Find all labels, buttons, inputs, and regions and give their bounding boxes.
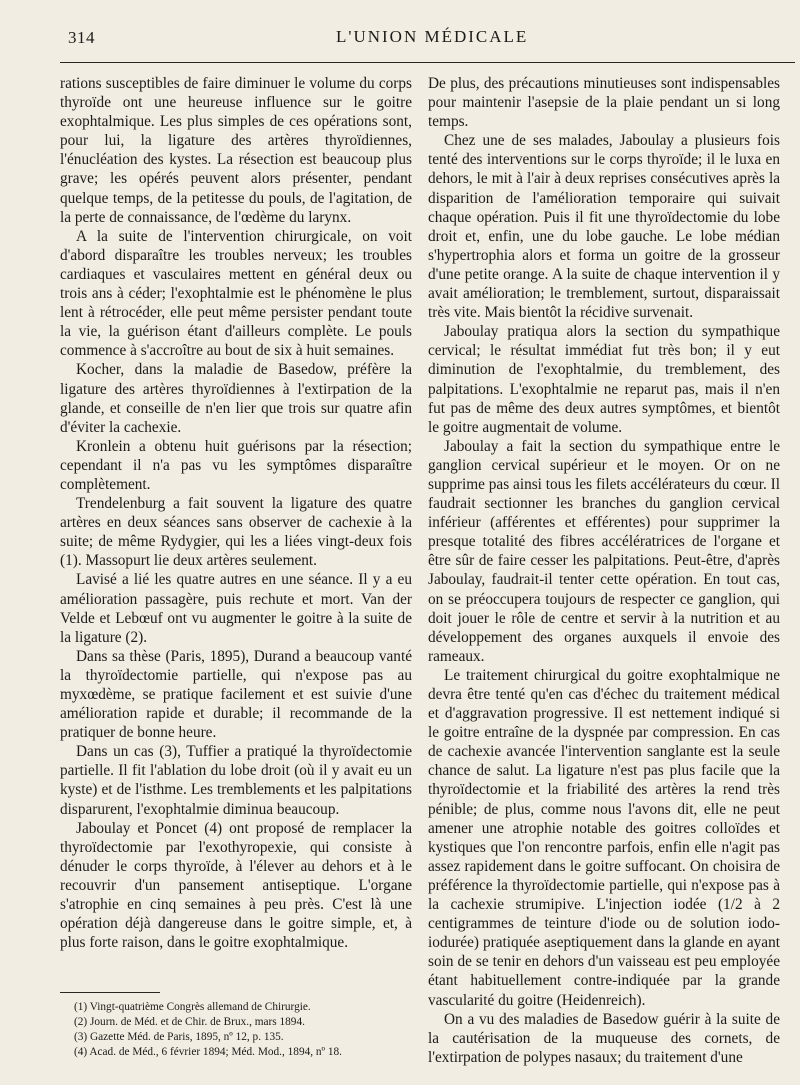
footnote-rule [60, 992, 160, 993]
footnote: (4) Acad. de Méd., 6 février 1894; Méd. Mod., 1894, nº 18. [74, 1046, 342, 1058]
footnote: (2) Journ. de Méd. et de Chir. de Brux., mars 1894. [74, 1016, 305, 1028]
paragraph: Dans sa thèse (Paris, 1895), Durand a beaucoup vanté la thyroïdectomie partielle, qui n'expose pas au myxœdème, se pratique facilement et est suivie d'une amélioration rapide et durable; il recommande de la pratiquer de bonne heure. [60, 647, 412, 742]
running-title: L'UNION MÉDICALE [336, 27, 529, 46]
paragraph: Dans un cas (3), Tuffier a pratiqué la thyroïdectomie partielle. Il fit l'ablation du lobe droit (où il y avait eu un kyste) et de l'isthme. Les tremblements et les palpitations disparurent, l'exophtalmie diminua beaucoup. [60, 743, 412, 818]
paragraph: Jaboulay et Poncet (4) ont proposé de remplacer la thyroïdectomie par l'exothyropexie, qui consiste à dénuder le corps thyroïde, à l'élever au dehors et à le recouvrir d'un pansement antiseptique. L'organe s'atrophie en cinq semaines à peu près. C'est là une opération déjà dangereuse dans le goitre simple, et, à plus forte raison, dans le goitre exophtalmique. [60, 819, 412, 952]
page-header [60, 24, 800, 52]
paragraph: Jaboulay pratiqua alors la section du sympathique cervical; le résultat immédiat fut très bon; il y eut diminution de l'exophtalmie, du tremblement, des palpitations. L'exophtalmie ne reparut pas, mais il n'en fut pas de même des deux autres symptômes, et bientôt le goitre augmentait de volume. [428, 323, 780, 436]
paragraph: Kocher, dans la maladie de Basedow, préfère la ligature des artères thyroïdiennes à l'extirpation de la glande, et conseille de n'en lier que trois sur quatre afin d'éviter la cachexie. [60, 361, 412, 436]
page-number: 314 [68, 28, 95, 47]
paragraph: On a vu des maladies de Basedow guérir à la suite de la cautérisation de la muqueuse des cornets, de l'extirpation de polypes nasaux; du traitement d'une [428, 1010, 780, 1066]
footnote: (1) Vingt-quatrième Congrès allemand de Chirurgie. [74, 1001, 311, 1013]
footnotes [60, 1000, 412, 1060]
header-rule [60, 62, 795, 63]
right-column [428, 74, 780, 1067]
paragraph: Kronlein a obtenu huit guérisons par la résection; cependant il n'a pas vu les symptômes disparaître complètement. [60, 437, 412, 493]
left-column [60, 74, 412, 952]
footnote: (3) Gazette Méd. de Paris, 1895, nº 12, p. 135. [74, 1031, 284, 1043]
paragraph: rations susceptibles de faire diminuer le volume du corps thyroïde ont une heureuse influence sur le goitre exophtalmique. Les plus simples de ces opérations sont, pour lui, la ligature des artères thyroïdiennes, l'énucléation des kystes. La résection est beaucoup plus grave; les opérés peuvent alors présenter, pendant quelque temps, de la petitesse du pouls, de l'agitation, de la perte de connaissance, de l'œdème du larynx. [60, 75, 412, 226]
paragraph: De plus, des précautions minutieuses sont indispensables pour maintenir l'asepsie de la plaie pendant un si long temps. [428, 75, 780, 131]
paragraph: A la suite de l'intervention chirurgicale, on voit d'abord disparaître les troubles nerveux; les troubles cardiaques et vasculaires mettent en général deux ou trois ans à céder; l'exophtalmie est le phénomène le plus lent à rétrocéder, elle peut même persister pendant toute la vie, la guérison étant d'ailleurs complète. Le pouls commence à s'accroître au bout de six à huit semaines. [60, 227, 412, 360]
paragraph: Jaboulay a fait la section du sympathique entre le ganglion cervical supérieur et le moyen. Or on ne supprime pas ainsi tous les filets accélérateurs du cœur. Il faudrait sectionner les branches du ganglion cervical inférieur (afférentes et efférentes) pour supprimer la presque totalité des fibres accélératrices de l'organe et être sûr de faire cesser les palpitations. Peut-être, d'après Jaboulay, faudrait-il tenter cette opération. En tout cas, on se préoccupera toujours de respecter ce ganglion, qui doit jouer le rôle de centre et servir à la nutrition et au développement des organes auxquels il envoie des rameaux. [428, 437, 780, 665]
paragraph: Chez une de ses malades, Jaboulay a plusieurs fois tenté des interventions sur le corps thyroïde; il le luxa en dehors, le mit à l'air à deux reprises consécutives après la disparition de l'amélioration temporaire qui suivait chaque opération. Puis il fit une thyroïdectomie du lobe droit et, enfin, une du lobe gauche. Le lobe médian s'hypertrophia alors et forma un goitre de la grosseur d'une petite orange. A la suite de chaque intervention il y avait amélioration; le tremblement, surtout, disparaissait très vite. Mais bientôt la récidive survenait. [428, 132, 780, 322]
paragraph: Le traitement chirurgical du goitre exophtalmique ne devra être tenté qu'en cas d'échec du traitement médical et d'aggravation progressive. Il est nettement indiqué si le goitre entraîne de la dyspnée par compression. En cas de cachexie avancée l'intervention sanglante est la seule chance de salut. La ligature n'est pas plus facile que la thyroïdectomie et la friabilité des artères la rend très pénible; de plus, comme nous l'avons dit, elle ne peut amener une atrophie notable des goitres colloïdes et kystiques que l'on rencontre parfois, enfin elle n'agit pas assez rapidement dans le goitre suffocant. On choisira de préférence la thyroïdectomie partielle, qui n'expose pas à la cachexie strumipive. L'injection iodée (1/2 à 2 centigrammes de teinture d'iode ou de solution iodo-iodurée) pratiquée aseptiquement dans la glande en ayant soin de se tenir en dehors d'un vaisseau est peu employée étant habituellement contre-indiquée par la grande vascularité du goitre (Heidenreich). [428, 666, 780, 1009]
paragraph: Trendelenburg a fait souvent la ligature des quatre artères en deux séances sans observer de cachexie à la suite; de même Rydygier, qui les a liées vingt-deux fois (1). Massopurt lie deux artères seulement. [60, 495, 412, 570]
paragraph: Lavisé a lié les quatre autres en une séance. Il y a eu amélioration passagère, puis rechute et mort. Van der Velde et Lebœuf ont vu augmenter le goitre à la suite de la ligature (2). [60, 571, 412, 646]
